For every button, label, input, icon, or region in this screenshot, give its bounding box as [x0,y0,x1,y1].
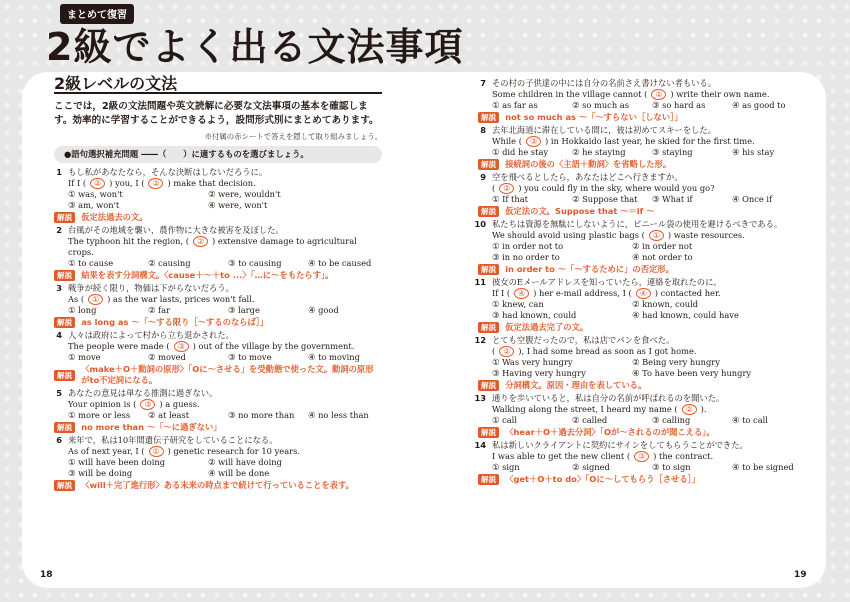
option-item: ② in order not [632,241,693,251]
option-list [68,305,388,316]
question-japanese: 台風がその地域を襲い，農作物に大きな被害を及ぼした。 [68,225,284,235]
question-line [48,225,374,236]
answer-mark: ④ [636,288,651,299]
question-japanese: とても空腹だったので，私は店でパンを食べた。 [492,335,675,345]
sentence-part: Walking along the street, I heard my name ( [492,404,678,414]
explanation-text: 仮定法過去の文。 [81,212,148,222]
question-line [472,440,808,451]
option-item: ③ Having very hungry [492,368,586,378]
sentence-part: ) genetic research for 10 years. [167,446,301,456]
explanation-text: 結果を表す分詞構文。〈cause＋～＋to ...〉「…に～をもたらす」。 [81,270,334,280]
question-sentence [492,404,808,415]
option-item: ① call [492,415,517,425]
sentence-part: ) you, I ( [109,178,145,188]
question-japanese: もし私があなたなら，そんな決断はしないだろうに。 [68,167,268,177]
option-item: ③ so hard as [652,100,706,110]
option-list [68,352,388,363]
option-item: ① sign [492,462,520,472]
explanation [478,322,808,333]
explanation-label: 解説 [478,427,499,438]
option-item: ③ calling [652,415,691,425]
sentence-part: Some children in the village cannot ( [492,89,648,99]
option-item: ① will have been doing [68,457,166,467]
question-line [472,125,808,136]
question-line [472,78,808,89]
explanation [478,159,808,170]
option-item: ② causing [148,258,191,268]
explanation [478,206,808,217]
option-item: ④ good [308,305,339,315]
answer-mark: ② [682,404,697,415]
explanation-label: 解説 [54,370,75,381]
option-list [492,299,812,321]
question-number: 14 [474,440,486,450]
explanation-text: in order to ～「～するために」の否定形。 [505,264,674,274]
answer-mark: ② [499,183,514,194]
question-sentence [492,346,808,357]
question-number: 11 [474,277,486,287]
question-list-left [34,167,374,491]
option-item: ③ to sign [652,462,691,472]
option-item: ② far [148,305,171,315]
explanation-text: 〈get＋O＋to do〉「Oに～してもらう［させる］」 [505,474,701,484]
section-title: 2級レベルの文法 [54,78,382,94]
explanation [54,422,374,433]
question-line [48,283,374,294]
explanation-label: 解説 [54,317,75,328]
sentence-part: Your opinion is ( [68,399,137,409]
sentence-part: ) the contract. [653,451,714,461]
sentence-part: The typhoon hit the region, ( [68,236,189,246]
option-item: ③ in no order to [492,252,560,262]
explanation-label: 解説 [478,474,499,485]
answer-mark: ④ [514,288,529,299]
question-number: 7 [480,78,486,88]
sentence-part: While ( [492,136,522,146]
question-japanese: 空を飛べるとしたら，あなたはどこへ行きますか。 [492,172,683,182]
explanation [478,264,808,275]
answer-mark: ① [149,446,164,457]
question-item [48,167,374,223]
question-number: 13 [474,393,486,403]
option-item: ③ had known, could [492,310,577,320]
sentence-part: We should avoid using plastic bags ( [492,230,645,240]
explanation-text: no more than ～「～に過ぎない」 [81,422,222,432]
question-sentence [68,294,374,305]
question-sentence [68,341,374,352]
explanation-text: 〈hear＋O＋過去分詞〉「Oが～されるのが聞こえる」。 [505,427,715,437]
right-column [458,78,808,487]
explanation-label: 解説 [478,206,499,217]
explanation-label: 解説 [478,112,499,123]
question-item [472,125,808,170]
answer-mark: ② [148,178,163,189]
intro-text: ここでは，2級の文法問題や英文読解に必要な文法事項の基本を確認します。効率的に学習することができるよう，設問形式別にまとめてあります。 [54,101,379,126]
question-number: 10 [474,219,486,229]
option-item: ③ large [228,305,260,315]
explanation [478,427,808,438]
question-item [472,335,808,391]
question-japanese: 私たちは資源を無駄にしないように，ビニール袋の使用を避けるべきである。 [492,219,783,229]
question-line [48,167,374,178]
explanation-text: 接続詞の後の〈主語＋動詞〉を省略した形。 [505,159,672,169]
question-sentence [68,236,374,247]
explanation-text: 〈will＋完了進行形〉ある未来の時点まで続けて行っていることを表す。 [81,480,354,490]
explanation-text: 仮定法過去完了の文。 [505,322,589,332]
sentence-part: ) waste resources. [667,230,745,240]
option-item: ② called [572,415,608,425]
option-item: ③ am, won't [68,200,120,210]
option-item: ① knew, can [492,299,544,309]
option-item: ④ will be done [208,468,270,478]
option-item: ① in order not to [492,241,564,251]
sentence-part: If I ( [492,288,511,298]
option-list [68,457,388,479]
explanation-text: 〈make＋O＋動詞の原形〉「Oに～させる」を受動態で使った文。動詞の原形がto不定詞になる。 [81,364,374,385]
option-item: ④ were, won't [208,200,268,210]
question-line [48,388,374,399]
answer-mark: ② [651,89,666,100]
sentence-part: ) contacted her. [654,288,721,298]
sentence-part: As of next year, I ( [68,446,145,456]
option-list [492,147,812,158]
question-line [472,219,808,230]
option-list [68,410,388,421]
option-item: ② moved [148,352,186,362]
sentence-part: ) make that decision. [167,178,256,188]
section-tag: まとめて復習 [60,4,134,24]
explanation-label: 解説 [478,322,499,333]
question-number: 9 [480,172,486,182]
explanation [478,380,808,391]
explanation [478,474,808,485]
option-list [492,357,812,379]
explanation-text: not so much as ～「～すらない［しない］」 [505,112,683,122]
answer-mark: ② [499,346,514,357]
option-item: ④ not order to [632,252,693,262]
option-item: ③ will be doing [68,468,133,478]
page-number-right: 19 [794,570,807,580]
question-line [48,330,374,341]
option-item: ① move [68,352,101,362]
question-number: 8 [480,125,486,135]
question-sentence-continued: crops. [68,247,94,257]
option-item: ② signed [572,462,610,472]
question-list-right [458,78,808,485]
option-list [492,194,812,205]
question-sentence [68,178,374,189]
sentence-part: If I ( [68,178,87,188]
question-item [472,172,808,217]
question-number: 3 [56,283,62,293]
question-japanese: 私は新しいクライアントに契約にサインをしてもらうことができた。 [492,440,748,450]
option-item: ① long [68,305,97,315]
task-instruction: ●語句選択補充問題 ――（ ）に適するものを選びましょう。 [54,146,382,163]
question-item [472,277,808,333]
page-title: 2級でよく出る文法事項 [46,25,464,69]
explanation-label: 解説 [54,270,75,281]
question-sentence [492,89,808,100]
question-japanese: 通りを歩いていると，私は自分の名前が呼ばれるのを聞いた。 [492,393,725,403]
question-sentence [492,451,808,462]
option-item: ③ What if [652,194,693,204]
question-japanese: 彼女のEメールアドレスを知っていたら，連絡を取れたのに。 [492,277,722,287]
explanation [54,480,374,491]
answer-mark: ① [649,230,664,241]
option-item: ④ to be caused [308,258,372,268]
question-item [472,393,808,438]
sentence-part: ) in Hokkaido last year, he skied for the first time. [544,136,755,146]
question-sentence [492,136,808,147]
explanation [54,270,374,281]
answer-mark: ③ [526,136,541,147]
option-item: ① If that [492,194,529,204]
option-item: ④ to be signed [732,462,794,472]
question-line [472,335,808,346]
left-column [34,74,382,493]
question-number: 2 [56,225,62,235]
option-item: ④ his stay [732,147,775,157]
explanation [54,317,374,328]
sentence-part: ) you could fly in the sky, where would you go? [518,183,715,193]
explanation-text: 分詞構文。原因・理由を表している。 [505,380,647,390]
question-number: 1 [56,167,62,177]
sentence-part: I was able to get the new client ( [492,451,631,461]
explanation [54,212,374,223]
option-item: ④ Once if [732,194,773,204]
option-list [492,100,812,111]
option-list [68,189,388,211]
sentence-part: ). [700,404,707,414]
option-item: ④ no less than [308,410,369,420]
option-list [492,415,812,426]
explanation-label: 解説 [478,264,499,275]
question-sentence [68,446,374,457]
option-list [68,258,388,269]
option-item: ① did he stay [492,147,549,157]
explanation [478,112,808,123]
question-item [472,78,808,123]
worksheet-paper [22,72,826,588]
option-item: ③ to move [228,352,272,362]
explanation-label: 解説 [54,480,75,491]
question-japanese: 来年で，私は10年間遺伝子研究をしていることになる。 [68,435,278,445]
option-list [492,241,812,263]
sentence-part: ( [492,346,496,356]
option-item: ② Suppose that [572,194,638,204]
option-item: ③ no more than [228,410,295,420]
sentence-part: The people were made ( [68,341,170,351]
option-item: ③ to causing [228,258,282,268]
question-number: 12 [474,335,486,345]
question-sentence [68,399,374,410]
option-item: ① to cause [68,258,114,268]
question-sentence [492,288,808,299]
question-japanese: あなたの意見は単なる推測に過ぎない。 [68,388,218,398]
question-sentence [492,230,808,241]
answer-mark: ③ [174,341,189,352]
option-item: ① more or less [68,410,131,420]
sentence-part: ), I had some bread as soon as I got home. [518,346,697,356]
question-line [472,277,808,288]
question-item [472,219,808,275]
option-item: ④ had known, could have [632,310,739,320]
option-item: ② at least [148,410,190,420]
question-line [472,172,808,183]
question-item [48,330,374,386]
explanation-text: 仮定法の文。Suppose that ～＝if ～ [505,206,655,216]
option-item: ② will have doing [208,457,282,467]
sentence-part: ( [492,183,496,193]
page-number-left: 18 [40,570,53,580]
question-item [472,440,808,485]
option-item: ② Being very hungry [632,357,720,367]
sentence-part: ) out of the village by the government. [192,341,355,351]
sentence-part: ) a guess. [159,399,200,409]
question-japanese: 去年北海道に滞在している間に，彼は初めてスキーをした。 [492,125,717,135]
question-japanese: 人々は政府によって村から立ち退かされた。 [68,330,234,340]
option-item: ① was, won't [68,189,123,199]
question-number: 6 [56,435,62,445]
explanation-label: 解説 [54,422,75,433]
sentence-part: ) write their own name. [670,89,770,99]
answer-mark: ② [193,236,208,247]
option-item: ② were, wouldn't [208,189,281,199]
explanation-label: 解説 [478,380,499,391]
question-japanese: 戦争が続く限り，物価は下がらないだろう。 [68,283,234,293]
option-list [492,462,812,473]
option-item: ③ staying [652,147,693,157]
explanation-label: 解説 [478,159,499,170]
question-number: 4 [56,330,62,340]
explanation [54,364,374,386]
option-item: ④ as good to [732,100,786,110]
question-number: 5 [56,388,62,398]
sentence-part: ) as the war lasts, prices won't fall. [107,294,255,304]
option-item: ① as far as [492,100,538,110]
option-item: ② known, could [632,299,699,309]
question-line [48,435,374,446]
question-item [48,388,374,433]
answer-mark: ③ [140,399,155,410]
answer-mark: ③ [634,451,649,462]
option-item: ② so much as [572,100,630,110]
question-sentence [492,183,808,194]
option-item: ① Was very hungry [492,357,573,367]
question-item [48,435,374,491]
note-text: ※付属の赤シートで答えを隠して取り組みましょう。 [204,132,382,141]
option-item: ② he staying [572,147,626,157]
option-item: ④ To have been very hungry [632,368,752,378]
explanation-label: 解説 [54,212,75,223]
question-line [472,393,808,404]
sentence-part: ) extensive damage to agricultural [211,236,357,246]
option-item: ④ to call [732,415,768,425]
explanation-text: as long as ～「～する限り［～するのならば］」 [81,317,269,327]
question-item [48,283,374,328]
answer-mark: ② [90,178,105,189]
question-item [48,225,374,281]
sentence-part: As ( [68,294,85,304]
option-item: ④ to moving [308,352,360,362]
answer-mark: ① [88,294,103,305]
sentence-part: ) her e-mail address, I ( [533,288,632,298]
question-japanese: その村の子供達の中には自分の名前さえ書けない者もいる。 [492,78,717,88]
